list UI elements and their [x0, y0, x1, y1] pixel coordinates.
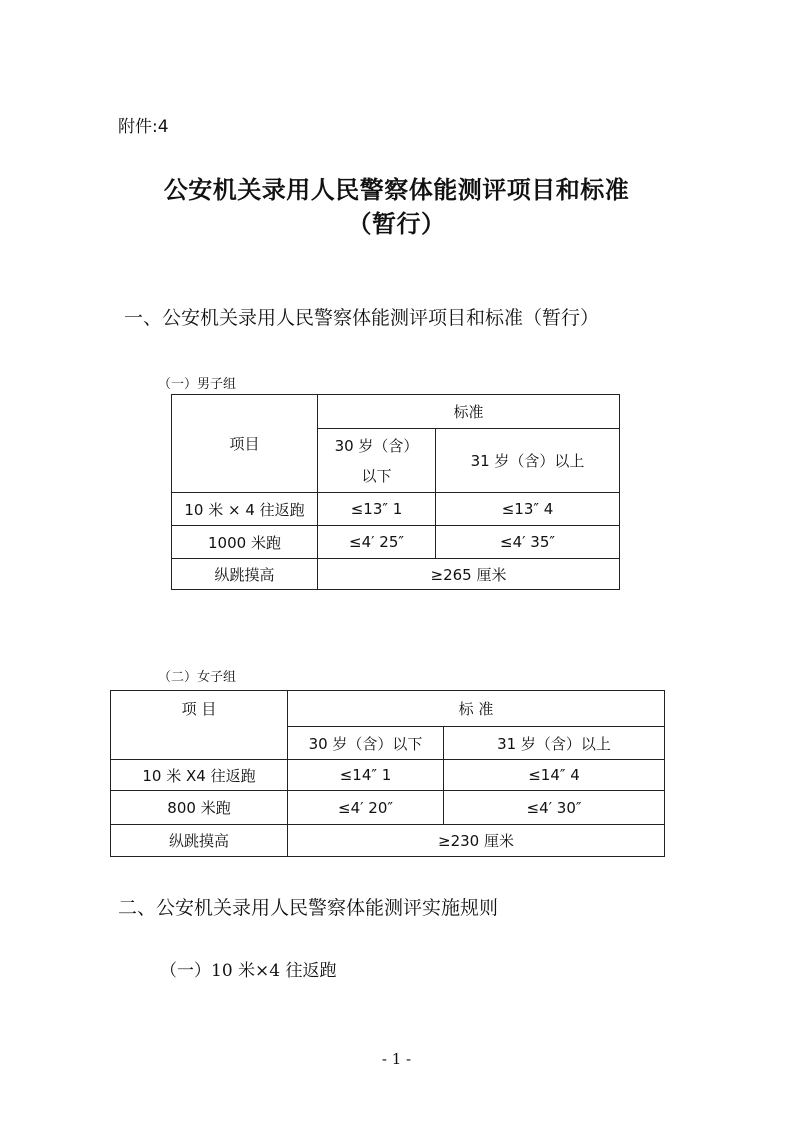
male-header-age1-line1: 30 岁（含） [334, 436, 419, 455]
female-jump-item: 纵跳摸高 [111, 825, 288, 857]
female-header-standard: 标 准 [288, 691, 665, 727]
female-row-item: 10 米 X4 往返跑 [111, 760, 288, 791]
male-group-label: （一）男子组 [158, 377, 237, 392]
female-row-age2: ≤4′ 30″ [444, 791, 665, 825]
table-row [172, 493, 620, 526]
female-header-age1: 30 岁（含）以下 [288, 727, 444, 760]
female-row-age1: ≤4′ 20″ [288, 791, 444, 825]
page-number: - 1 - [381, 1050, 412, 1068]
male-jump-standard: ≥265 厘米 [318, 559, 620, 590]
female-jump-standard: ≥230 厘米 [288, 825, 665, 857]
table-row [111, 825, 665, 857]
section-2-heading: 二、公安机关录用人民警察体能测评实施规则 [118, 897, 499, 919]
female-header-age2: 31 岁（含）以上 [444, 727, 665, 760]
male-header-standard: 标准 [318, 395, 620, 429]
male-row-item: 10 米 × 4 往返跑 [172, 493, 318, 526]
female-standards-table [110, 690, 665, 857]
male-jump-item: 纵跳摸高 [172, 559, 318, 590]
female-row-age2: ≤14″ 4 [444, 760, 665, 791]
male-row-age2: ≤4′ 35″ [436, 526, 620, 559]
document-title: 公安机关录用人民警察体能测评项目和标准 [163, 175, 630, 204]
female-row-item: 800 米跑 [111, 791, 288, 825]
female-header-item: 项 目 [111, 691, 288, 760]
male-header-item: 项目 [172, 395, 318, 493]
male-row-item: 1000 米跑 [172, 526, 318, 559]
male-header-age2: 31 岁（含）以上 [436, 429, 620, 493]
male-row-age1: ≤4′ 25″ [318, 526, 436, 559]
female-group-label: （二）女子组 [158, 670, 237, 685]
subsection-1-heading: （一）10 米×4 往返跑 [160, 961, 337, 981]
female-row-age1: ≤14″ 1 [288, 760, 444, 791]
table-row [111, 760, 665, 791]
male-row-age2: ≤13″ 4 [436, 493, 620, 526]
male-header-age1 [318, 429, 436, 493]
male-standards-table [171, 394, 620, 590]
table-row [172, 526, 620, 559]
male-header-age1-line2: 以下 [361, 466, 392, 485]
section-1-heading: 一、公安机关录用人民警察体能测评项目和标准（暂行） [124, 307, 600, 329]
document-title-qualifier: （暂行） [347, 209, 446, 238]
attachment-label: 附件:4 [118, 117, 169, 137]
table-row [111, 791, 665, 825]
table-row [172, 559, 620, 590]
male-row-age1: ≤13″ 1 [318, 493, 436, 526]
